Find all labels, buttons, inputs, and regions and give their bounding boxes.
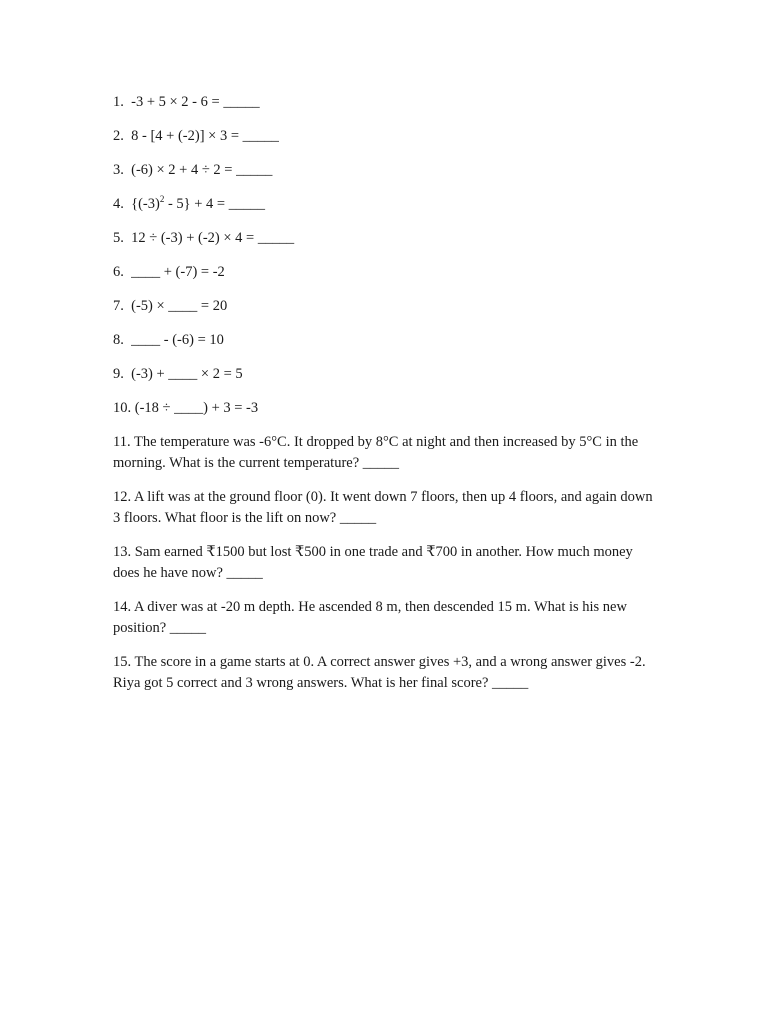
- question-number: 15.: [113, 654, 132, 670]
- question-7: [113, 296, 658, 317]
- question-number: 5.: [113, 230, 124, 246]
- question-5: [113, 228, 658, 249]
- question-text: (-18 ÷ ____) + 3 = -3: [134, 400, 259, 416]
- question-text: (-3) + ____ × 2 = 5: [131, 366, 243, 382]
- question-text: The temperature was -6°C. It dropped by 8°C at night and then increased by 5°C in the morning. What is the current temperature? _____: [113, 434, 639, 471]
- question-8: [113, 330, 658, 351]
- worksheet: [113, 92, 658, 707]
- question-2: [113, 126, 658, 147]
- question-text: 8 - [4 + (-2)] × 3 = _____: [131, 128, 279, 144]
- question-number: 13.: [113, 544, 132, 560]
- question-number: 4.: [113, 196, 124, 212]
- question-text: ____ + (-7) = -2: [131, 264, 225, 280]
- question-number: 11.: [113, 434, 131, 450]
- question-number: 3.: [113, 162, 124, 178]
- question-number: 9.: [113, 366, 124, 382]
- question-text-before: {(-3): [131, 196, 160, 212]
- question-4: [113, 194, 658, 215]
- question-15: [113, 652, 658, 694]
- question-6: [113, 262, 658, 283]
- question-number: 2.: [113, 128, 124, 144]
- question-14: [113, 597, 658, 639]
- question-1: [113, 92, 658, 113]
- question-text-after: - 5} + 4 = _____: [164, 196, 265, 212]
- question-number: 10.: [113, 400, 132, 416]
- question-text: A lift was at the ground floor (0). It went down 7 floors, then up 4 floors, and again down 3 floors. What floor is the lift on now? _____: [113, 489, 653, 526]
- question-11: [113, 432, 658, 474]
- question-text: -3 + 5 × 2 - 6 = _____: [131, 94, 260, 110]
- question-number: 6.: [113, 264, 124, 280]
- question-number: 1.: [113, 94, 124, 110]
- question-12: [113, 487, 658, 529]
- question-text: (-5) × ____ = 20: [131, 298, 228, 314]
- question-number: 8.: [113, 332, 124, 348]
- question-number: 12.: [113, 489, 132, 505]
- question-number: 7.: [113, 298, 124, 314]
- question-9: [113, 364, 658, 385]
- question-10: [113, 398, 658, 419]
- question-text: ____ - (-6) = 10: [131, 332, 224, 348]
- exponent: 2: [159, 194, 165, 205]
- question-text: Sam earned ₹1500 but lost ₹500 in one trade and ₹700 in another. How much money does he have now? _____: [113, 544, 633, 581]
- question-13: [113, 542, 658, 584]
- question-text: 12 ÷ (-3) + (-2) × 4 = _____: [131, 230, 295, 246]
- question-text: The score in a game starts at 0. A correct answer gives +3, and a wrong answer gives -2. Riya got 5 correct and 3 wrong answers. What is her final score? _____: [113, 654, 646, 691]
- question-3: [113, 160, 658, 181]
- question-number: 14.: [113, 599, 132, 615]
- question-text: A diver was at -20 m depth. He ascended 8 m, then descended 15 m. What is his new position? _____: [113, 599, 627, 636]
- question-text: (-6) × 2 + 4 ÷ 2 = _____: [131, 162, 273, 178]
